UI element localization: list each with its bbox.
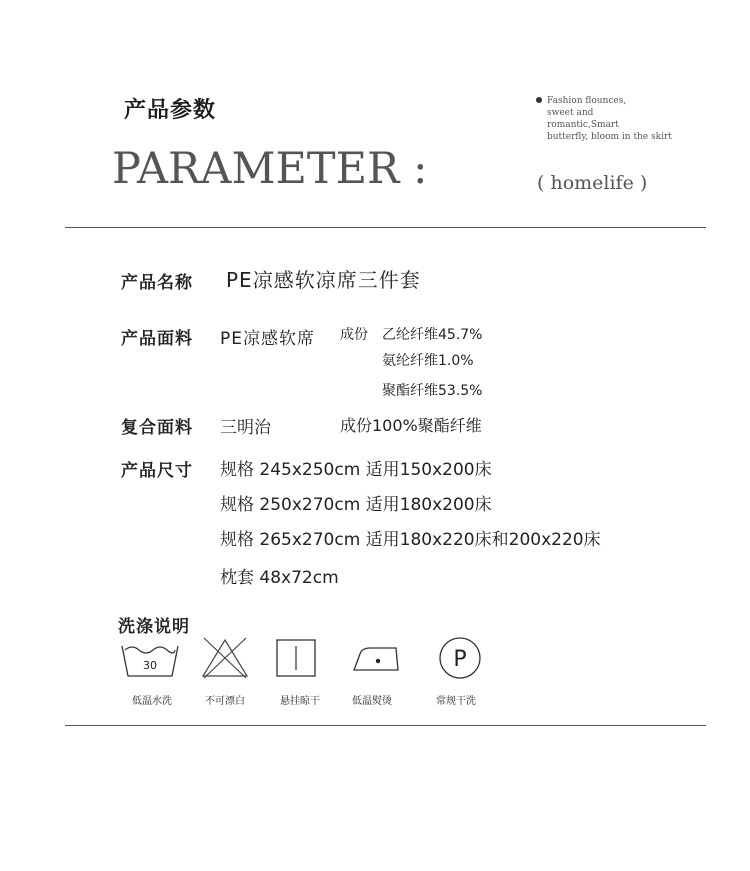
brand-name: ( homelife ) (537, 172, 648, 194)
composite-comp: 成份100%聚酯纤维 (340, 416, 482, 435)
tagline-line: sweet and (547, 108, 594, 118)
washing-label: 洗涤说明 (118, 617, 190, 637)
fabric-label: 产品面料 (121, 329, 193, 349)
top-divider (65, 227, 706, 228)
icon-caption: 低温水洗 (132, 696, 172, 707)
size-item: 规格 245x250cm 适用150x200床 (220, 460, 492, 480)
tagline-line: Fashion flounces, (547, 96, 627, 106)
tagline-line: romantic,Smart (547, 120, 619, 130)
page-title-cn: 产品参数 (124, 98, 217, 123)
dry-clean-p-icon (437, 636, 487, 680)
fabric-value: PE凉感软席 (220, 329, 315, 349)
icon-caption: 不可漂白 (205, 696, 245, 707)
size-label: 产品尺寸 (121, 461, 193, 481)
icon-caption: 悬挂晾干 (280, 696, 320, 707)
wash-temp-text: 30 (143, 659, 157, 672)
no-bleach-icon (200, 634, 250, 678)
fabric-comp-item: 乙纶纤维45.7% (382, 327, 483, 343)
fabric-comp-item: 氨纶纤维1.0% (382, 353, 474, 369)
composite-label: 复合面料 (121, 418, 193, 438)
wash-30-icon (120, 636, 170, 680)
size-item: 规格 265x270cm 适用180x220床和200x220床 (220, 530, 601, 550)
icon-caption: 低温熨烫 (352, 696, 392, 707)
dry-clean-letter: P (453, 647, 467, 672)
tagline-line: butterfly, bloom in the skirt (547, 132, 672, 142)
low-iron-icon (352, 640, 402, 684)
page-title-en: PARAMETER : (112, 144, 428, 194)
bullet-dot-icon (536, 97, 542, 103)
composite-value: 三明治 (220, 418, 271, 438)
product-name-value: PE凉感软凉席三件套 (226, 268, 421, 292)
tagline (547, 95, 677, 143)
bottom-divider (65, 725, 706, 726)
size-item: 规格 250x270cm 适用180x200床 (220, 495, 492, 515)
product-name-label: 产品名称 (121, 273, 193, 293)
hang-dry-icon (274, 636, 324, 680)
fabric-comp-label: 成份 (340, 327, 368, 343)
fabric-comp-item: 聚酯纤维53.5% (382, 383, 483, 399)
size-item: 枕套 48x72cm (220, 568, 339, 588)
icon-caption: 常规干洗 (436, 696, 476, 707)
